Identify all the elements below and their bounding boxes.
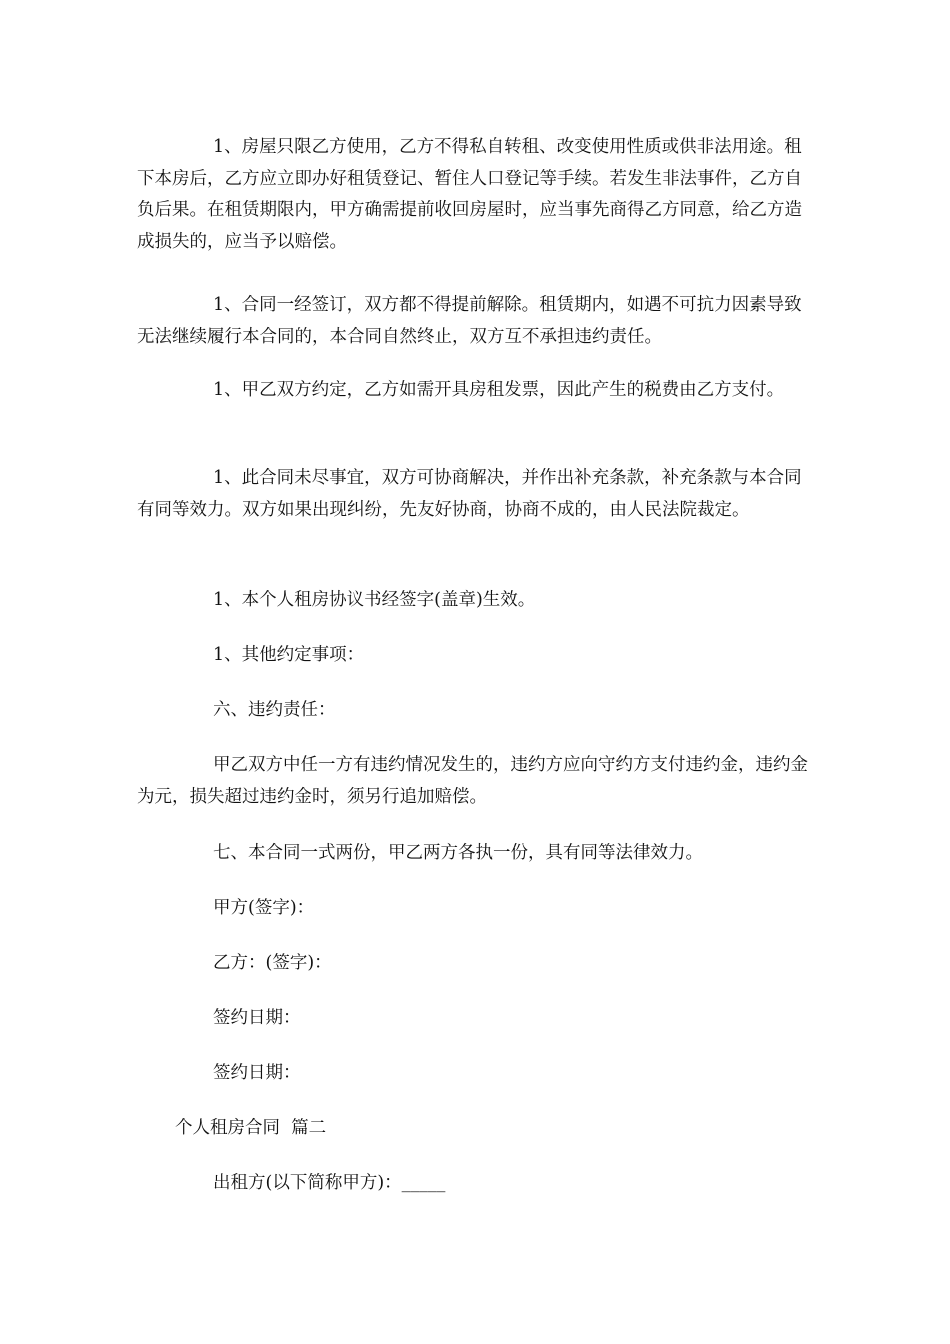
clause-other-matters: 1、其他约定事项： [213, 645, 365, 665]
clause-liability: 甲乙双方中任一方有违约情况发生的，违约方应向守约方支付违约金，违约金为元，损失超过违约金时，须另行追加赔偿。 [137, 755, 808, 807]
signature-party-a: 甲方(签字)： [213, 898, 315, 918]
clause-dispute-resolution: 1、此合同未尽事宜，双方可协商解决，并作出补充条款，补充条款与本合同有同等效力。双方如果出现纠纷，先友好协商，协商不成的，由人民法院裁定。 [137, 468, 802, 520]
clause-contract-termination: 1、合同一经签订，双方都不得提前解除。租赁期内，如遇不可抗力因素导致无法继续履行本合同的，本合同自然终止，双方互不承担违约责任。 [137, 295, 802, 347]
section-heading-liability: 六、违约责任： [213, 700, 336, 720]
signing-date-1: 签约日期： [213, 1008, 301, 1028]
section-title-part-two: 个人租房合同 篇二 [175, 1118, 327, 1138]
signature-party-b: 乙方：(签字)： [213, 953, 332, 973]
signing-date-2: 签约日期： [213, 1063, 301, 1083]
clause-effective: 1、本个人租房协议书经签字(盖章)生效。 [213, 590, 536, 610]
clause-copies: 七、本合同一式两份，甲乙两方各执一份，具有同等法律效力。 [213, 843, 703, 863]
clause-invoice-tax: 1、甲乙双方约定，乙方如需开具房租发票，因此产生的税费由乙方支付。 [213, 380, 785, 400]
clause-house-use: 1、房屋只限乙方使用，乙方不得私自转租、改变使用性质或供非法用途。租下本房后，乙方应立即办好租赁登记、暂住人口登记等手续。若发生非法事件，乙方自负后果。在租赁期限内，甲方确需提前收回房屋时，应当事先商得乙方同意，给乙方造成损失的，应当予以赔偿。 [137, 137, 802, 252]
lessor-field: 出租方(以下简称甲方)：_____ [213, 1173, 446, 1193]
